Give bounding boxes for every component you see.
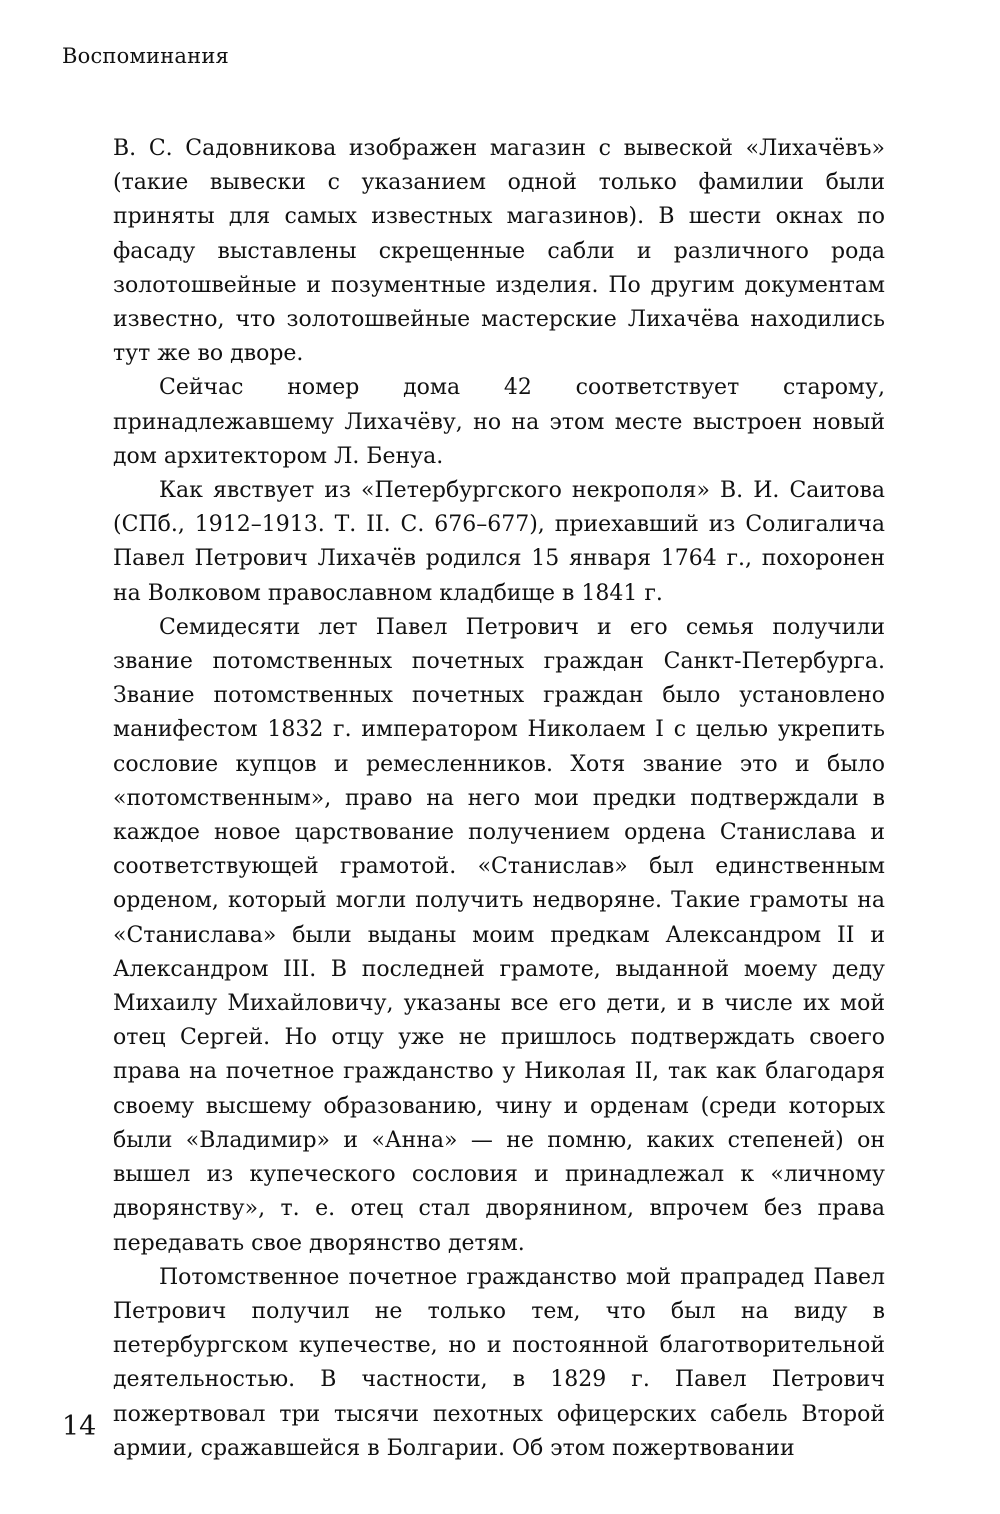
running-title: Воспоминания bbox=[62, 44, 229, 68]
body-text bbox=[113, 132, 885, 1466]
page-number: 14 bbox=[62, 1411, 97, 1442]
paragraph: Семидесяти лет Павел Петрович и его семья получили звание потомственных почетных граждан Санкт-Петербурга. Звание потомственных почетных граждан было установлено манифестом 1832 г. императором Николаем I с целью укрепить сословие купцов и ремесленников. Хотя звание это и было «потомственным», право на него мои предки подтверждали в каждое новое царствование получением ордена Станислава и соответствующей грамотой. «Станислав» был единственным орденом, который могли получить недворяне. Такие грамоты на «Станислава» были выданы моим предкам Александром II и Александром III. В последней грамоте, выданной моему деду Михаилу Михайловичу, указаны все его дети, и в числе их мой отец Сергей. Но отцу уже не пришлось подтверждать своего права на почетное гражданство у Николая II, так как благодаря своему высшему образованию, чину и орденам (среди которых были «Владимир» и «Анна» — не помню, каких степеней) он вышел из купеческого сословия и принадлежал к «личному дворянству», т. е. отец стал дворянином, впрочем без права передавать свое дворянство детям. bbox=[113, 614, 885, 1256]
paragraph: Как явствует из «Петербургского некрополя» В. И. Саитова (СПб., 1912–1913. Т. II. С. 676–677), приехавший из Солигалича Павел Петрович Лихачёв родился 15 января 1764 г., похоронен на Волковом православном кладбище в 1841 г. bbox=[113, 478, 885, 606]
paragraph: Сейчас номер дома 42 соответствует старому, принадлежавшему Лихачёву, но на этом месте выстроен новый дом архитектором Л. Бенуа. bbox=[113, 375, 885, 469]
paragraph: В. С. Садовникова изображен магазин с вывеской «Лихачёвъ» (такие вывески с указанием одной только фамилии были приняты для самых известных магазинов). В шести окнах по фасаду выставлены скрещенные сабли и различного рода золотошвейные и позументные изделия. По другим документам известно, что золотошвейные мастерские Лихачёва находились тут же во дворе. bbox=[113, 136, 885, 367]
paragraph: Потомственное почетное гражданство мой прапрадед Павел Петрович получил не только тем, что был на виду в петербургском купечестве, но и постоянной благотворительной деятельностью. В частности, в 1829 г. Павел Петрович пожертвовал три тысячи пехотных офицерских сабель Второй армии, сражавшейся в Болгарии. Об этом пожертвовании bbox=[113, 1264, 885, 1461]
